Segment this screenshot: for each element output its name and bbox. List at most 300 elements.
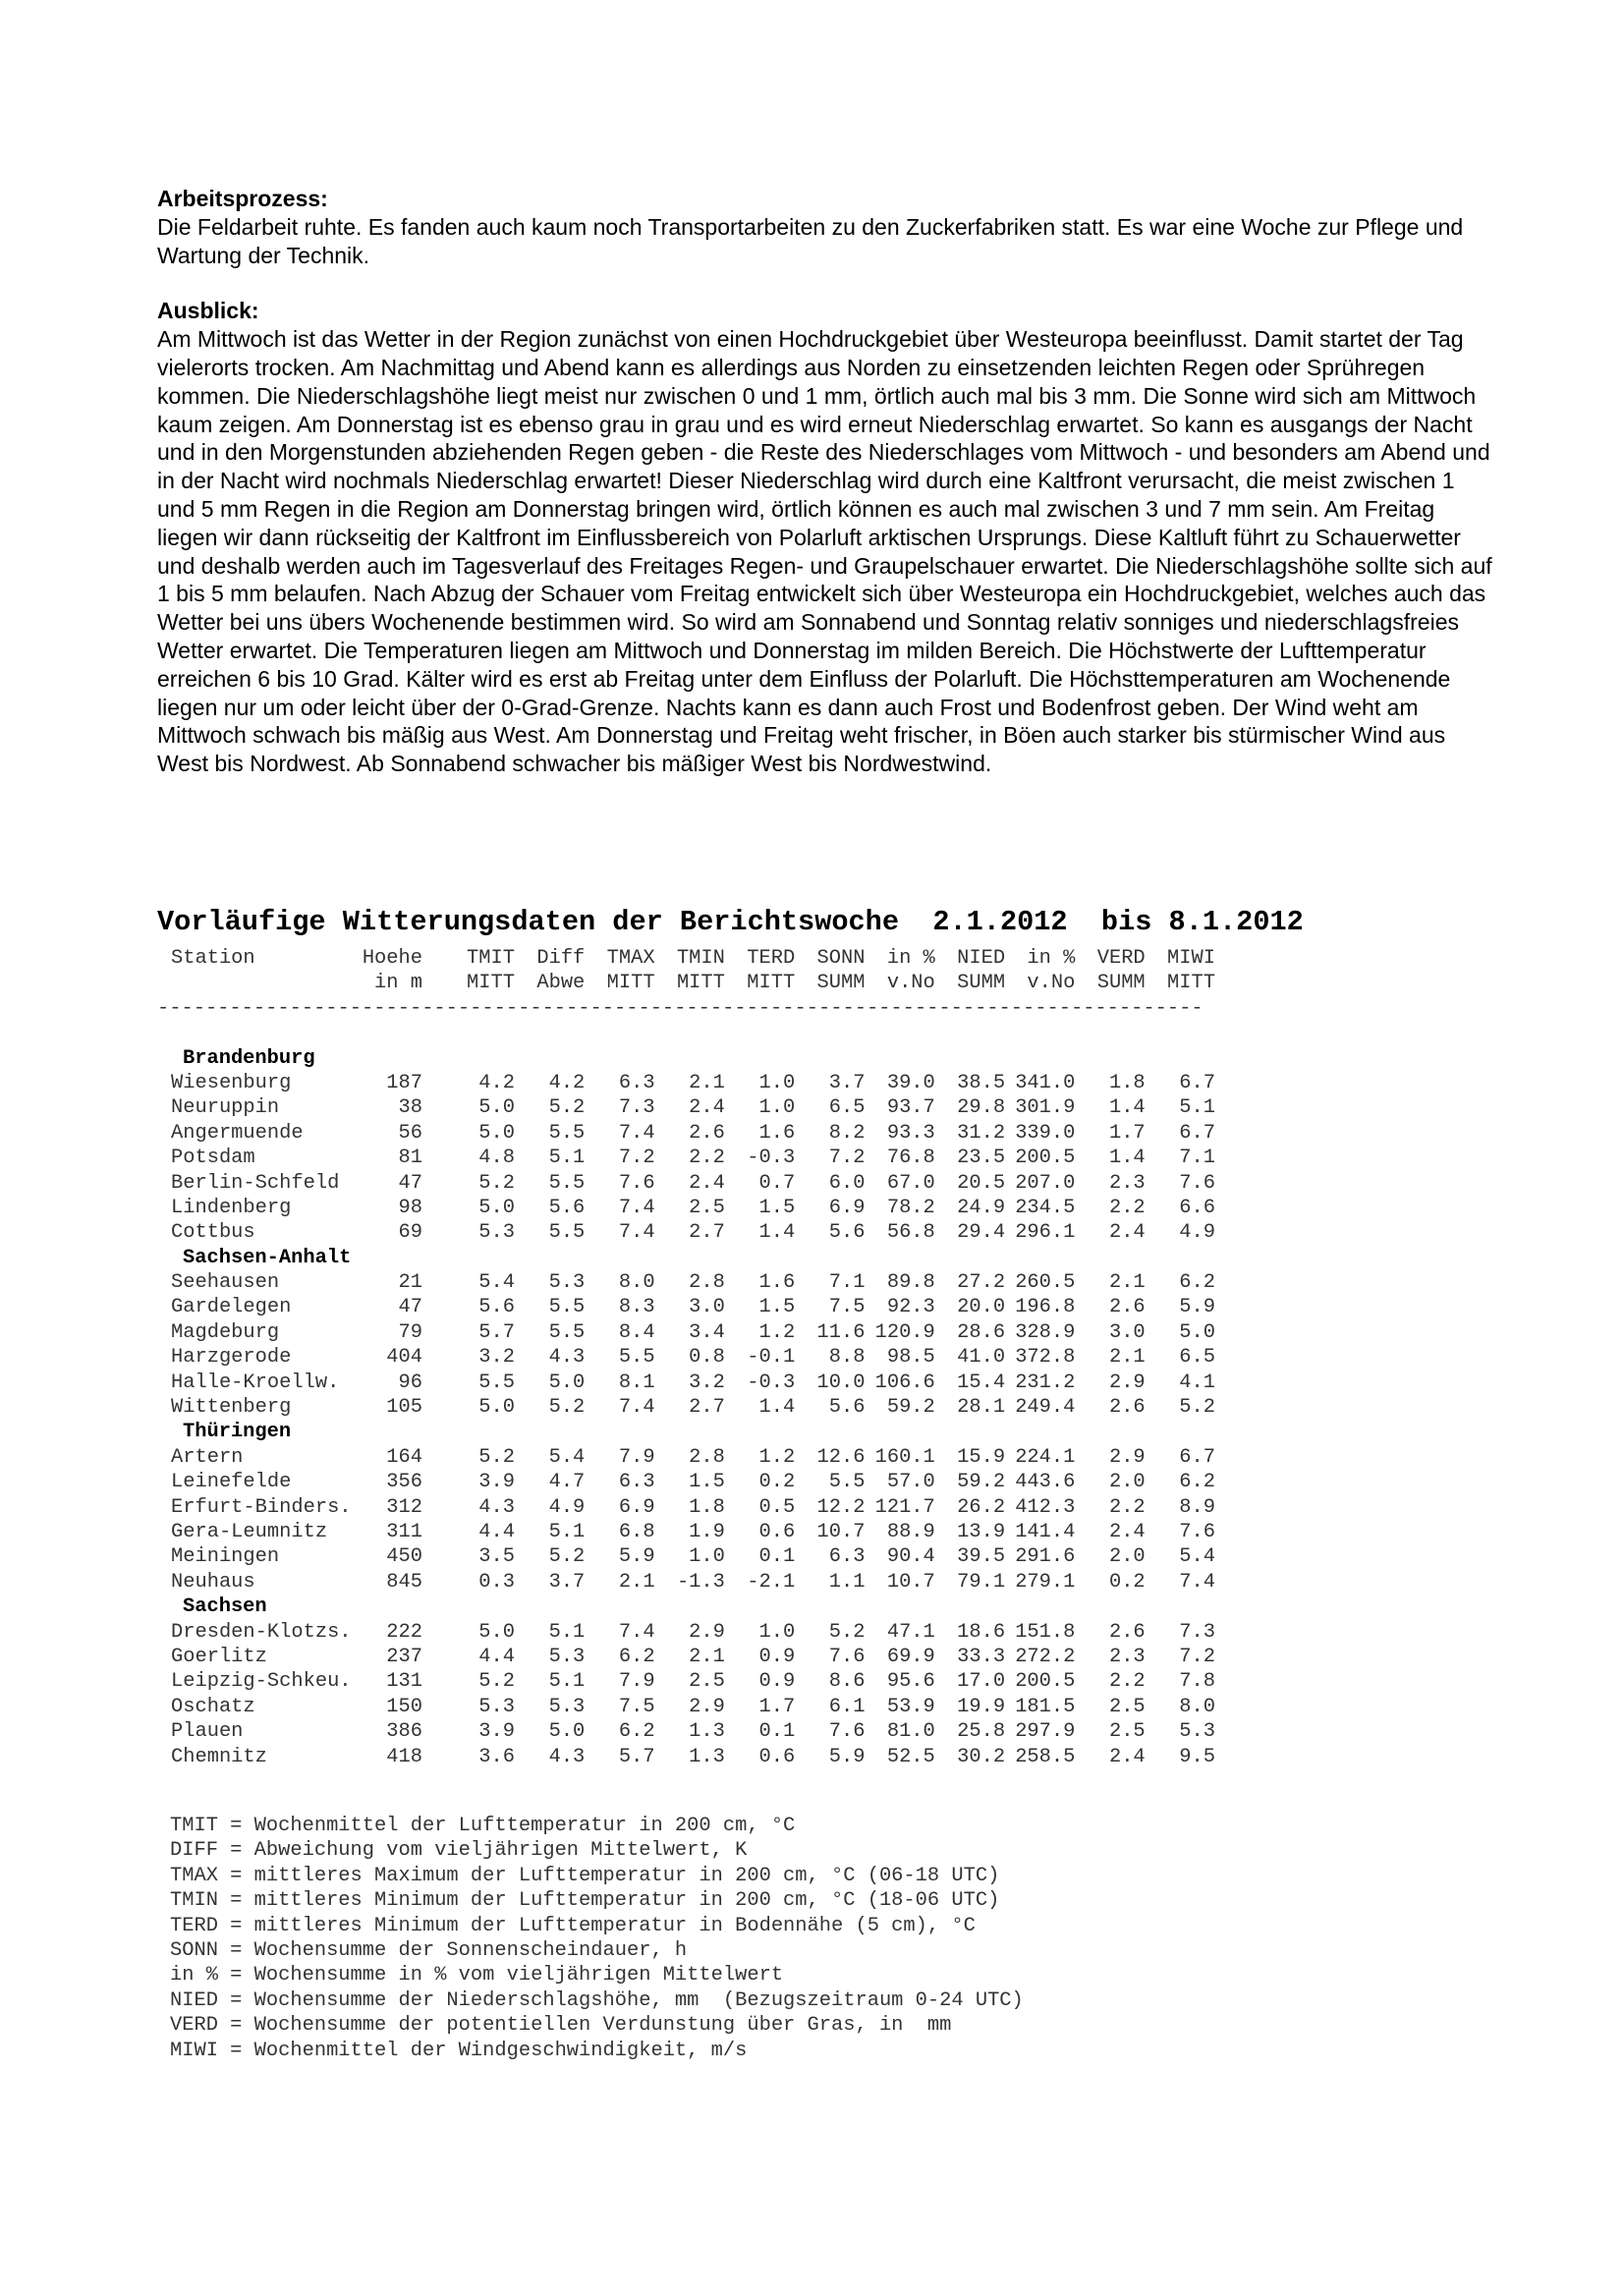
- table-cell: 7.6: [618, 1171, 655, 1195]
- table-cell: 5.1: [548, 1620, 586, 1644]
- table-row: [157, 1570, 1215, 1595]
- table-cell: 5.1: [1179, 1096, 1215, 1120]
- table-cell: 98.5: [886, 1346, 935, 1370]
- table-cell: 5.9: [618, 1545, 655, 1569]
- table-row: [157, 1371, 1215, 1395]
- table-cell: 19.9: [957, 1695, 1006, 1718]
- table-cell: 341.0: [1015, 1071, 1076, 1094]
- table-cell: 160.1: [874, 1445, 935, 1469]
- table-cell: 4.9: [1179, 1221, 1215, 1245]
- table-cell: 5.2: [478, 1171, 515, 1195]
- table-cell: 207.0: [1015, 1171, 1076, 1195]
- table-cell: 56.8: [886, 1221, 935, 1245]
- table-cell: 9.5: [1179, 1745, 1215, 1768]
- ausblick-section: [157, 297, 1493, 778]
- table-cell: TMAX: [606, 947, 655, 970]
- table-cell: 0.1: [758, 1545, 796, 1569]
- table-cell: 39.5: [957, 1545, 1006, 1569]
- table-cell: 2.4: [1108, 1745, 1146, 1768]
- table-cell: -0.1: [747, 1346, 796, 1370]
- table-cell: 450: [386, 1545, 422, 1569]
- table-cell: 5.4: [548, 1445, 586, 1469]
- table-cell: -0.3: [747, 1371, 796, 1394]
- table-cell: Seehausen: [171, 1271, 280, 1295]
- table-cell: 0.2: [758, 1471, 796, 1494]
- table-header-row: [157, 946, 1215, 971]
- table-cell: 5.2: [1179, 1396, 1215, 1420]
- table-cell: 3.7: [548, 1570, 586, 1594]
- table-cell: 2.5: [689, 1196, 725, 1219]
- table-cell: 1.9: [689, 1520, 725, 1543]
- table-cell: 237: [386, 1645, 422, 1668]
- table-cell: 67.0: [886, 1171, 935, 1195]
- table-row: [157, 1071, 1215, 1095]
- table-cell: 1.0: [758, 1096, 796, 1120]
- table-cell: 6.9: [618, 1495, 655, 1519]
- table-cell: 38: [398, 1096, 422, 1120]
- table-cell: Harzgerode: [171, 1346, 292, 1370]
- table-group-heading: Sachsen-Anhalt: [183, 1246, 352, 1269]
- table-cell: 11.6: [816, 1320, 866, 1344]
- table-cell: 1.4: [758, 1221, 796, 1245]
- table-cell: 8.0: [1179, 1695, 1215, 1718]
- table-cell: 69: [398, 1221, 422, 1245]
- table-cell: 2.4: [689, 1096, 725, 1120]
- table-cell: 3.4: [689, 1320, 725, 1344]
- table-cell: 0.5: [758, 1495, 796, 1519]
- table-cell: 57.0: [886, 1471, 935, 1494]
- table-cell: Meiningen: [171, 1545, 280, 1569]
- table-row: [157, 1295, 1215, 1319]
- table-cell: 6.5: [1179, 1346, 1215, 1370]
- table-cell: Chemnitz: [171, 1745, 267, 1768]
- table-cell: 1.0: [758, 1071, 796, 1094]
- table-cell: Abwe: [536, 972, 586, 995]
- table-cell: 6.7: [1179, 1445, 1215, 1469]
- table-cell: 7.1: [1179, 1147, 1215, 1170]
- table-cell: Diff: [536, 947, 586, 970]
- table-cell: 59.2: [957, 1471, 1006, 1494]
- table-cell: 5.4: [1179, 1545, 1215, 1569]
- table-cell: 8.3: [618, 1296, 655, 1319]
- table-cell: 2.1: [1108, 1271, 1146, 1295]
- table-cell: 141.4: [1015, 1520, 1076, 1543]
- table-cell: 260.5: [1015, 1271, 1076, 1295]
- table-cell: 2.7: [689, 1396, 725, 1420]
- table-cell: 15.4: [957, 1371, 1006, 1394]
- table-cell: 21: [398, 1271, 422, 1295]
- table-cell: 17.0: [957, 1670, 1006, 1694]
- table-cell: 41.0: [957, 1346, 1006, 1370]
- table-cell: 2.1: [1108, 1346, 1146, 1370]
- table-cell: 1.0: [758, 1620, 796, 1644]
- table-cell: 79.1: [957, 1570, 1006, 1594]
- table-cell: Cottbus: [171, 1221, 255, 1245]
- table-cell: 5.9: [828, 1745, 866, 1768]
- table-cell: SUMM: [1096, 972, 1146, 995]
- table-cell: 90.4: [886, 1545, 935, 1569]
- table-row: [157, 1695, 1215, 1719]
- table-cell: 18.6: [957, 1620, 1006, 1644]
- table-cell: 0.3: [478, 1570, 515, 1594]
- table-cell: 25.8: [957, 1720, 1006, 1744]
- table-cell: Plauen: [171, 1720, 244, 1744]
- table-cell: 1.4: [1108, 1096, 1146, 1120]
- table-cell: 92.3: [886, 1296, 935, 1319]
- table-cell: -0.3: [747, 1147, 796, 1170]
- table-cell: 6.2: [1179, 1471, 1215, 1494]
- table-cell: 28.1: [957, 1396, 1006, 1420]
- table-cell: 2.6: [1108, 1620, 1146, 1644]
- table-cell: 3.0: [1108, 1320, 1146, 1344]
- table-cell: 1.6: [758, 1121, 796, 1145]
- table-cell: 5.7: [618, 1745, 655, 1768]
- table-cell: 5.5: [548, 1320, 586, 1344]
- table-cell: 5.4: [478, 1271, 515, 1295]
- table-cell: 4.7: [548, 1471, 586, 1494]
- table-cell: v.No: [886, 972, 935, 995]
- table-cell: 0.6: [758, 1520, 796, 1543]
- table-cell: 4.3: [478, 1495, 515, 1519]
- table-row: [157, 1669, 1215, 1694]
- table-cell: 3.2: [478, 1346, 515, 1370]
- table-cell: 231.2: [1015, 1371, 1076, 1394]
- table-cell: 5.5: [618, 1346, 655, 1370]
- table-cell: 2.0: [1108, 1471, 1146, 1494]
- table-cell: 59.2: [886, 1396, 935, 1420]
- legend: [170, 1814, 1024, 2063]
- table-cell: Oschatz: [171, 1695, 255, 1718]
- table-cell: 23.5: [957, 1147, 1006, 1170]
- table-cell: 164: [386, 1445, 422, 1469]
- table-cell: 20.5: [957, 1171, 1006, 1195]
- table-cell: MITT: [1167, 972, 1215, 995]
- table-cell: 26.2: [957, 1495, 1006, 1519]
- table-cell: Leinefelde: [171, 1471, 292, 1494]
- table-cell: 5.5: [548, 1171, 586, 1195]
- table-row: [157, 1345, 1215, 1370]
- table-cell: 7.2: [618, 1147, 655, 1170]
- table-cell: 328.9: [1015, 1320, 1076, 1344]
- table-cell: 2.2: [1108, 1670, 1146, 1694]
- table-cell: 2.4: [689, 1171, 725, 1195]
- table-cell: 105: [386, 1396, 422, 1420]
- table-cell: 443.6: [1015, 1471, 1076, 1494]
- table-cell: 1.4: [758, 1396, 796, 1420]
- table-cell: 56: [398, 1121, 422, 1145]
- table-cell: 5.5: [548, 1121, 586, 1145]
- table-cell: 4.3: [548, 1745, 586, 1768]
- table-cell: 5.6: [828, 1396, 866, 1420]
- table-cell: 7.6: [828, 1720, 866, 1744]
- table-cell: 28.6: [957, 1320, 1006, 1344]
- table-cell: Goerlitz: [171, 1645, 267, 1668]
- table-cell: 4.9: [548, 1495, 586, 1519]
- table-cell: 386: [386, 1720, 422, 1744]
- table-cell: Gera-Leumnitz: [171, 1520, 328, 1543]
- table-cell: 5.7: [478, 1320, 515, 1344]
- table-cell: 6.0: [828, 1171, 866, 1195]
- table-cell: 272.2: [1015, 1645, 1076, 1668]
- table-cell: 47: [398, 1296, 422, 1319]
- table-cell: Gardelegen: [171, 1296, 292, 1319]
- table-cell: 1.7: [758, 1695, 796, 1718]
- table-cell: 7.8: [1179, 1670, 1215, 1694]
- legend-line: TERD = mittleres Minimum der Lufttemperatur in Bodennähe (5 cm), °C: [170, 1914, 976, 1937]
- legend-line: TMIN = mittleres Minimum der Lufttemperatur in 200 cm, °C (18-06 UTC): [170, 1889, 1000, 1913]
- table-cell: 5.3: [548, 1695, 586, 1718]
- table-cell: Hoehe: [362, 947, 422, 970]
- table-cell: 151.8: [1015, 1620, 1076, 1644]
- table-cell: 2.9: [689, 1620, 725, 1644]
- table-row: [157, 1495, 1215, 1520]
- table-cell: 5.3: [1179, 1720, 1215, 1744]
- table-cell: in m: [374, 972, 422, 995]
- table-cell: 6.2: [618, 1720, 655, 1744]
- table-cell: 10.7: [886, 1570, 935, 1594]
- table-cell: 249.4: [1015, 1396, 1076, 1420]
- table-cell: 69.9: [886, 1645, 935, 1668]
- table-cell: 8.9: [1179, 1495, 1215, 1519]
- table-cell: 3.7: [828, 1071, 866, 1094]
- table-cell: 1.2: [758, 1320, 796, 1344]
- table-cell: 150: [386, 1695, 422, 1718]
- table-cell: 5.0: [478, 1121, 515, 1145]
- table-cell: 5.2: [828, 1620, 866, 1644]
- table-cell: 81: [398, 1147, 422, 1170]
- table-cell: 93.7: [886, 1096, 935, 1120]
- table-cell: Erfurt-Binders.: [171, 1495, 352, 1519]
- table-cell: 6.5: [828, 1096, 866, 1120]
- table-cell: 356: [386, 1471, 422, 1494]
- table-spacer: [157, 1021, 1215, 1045]
- table-cell: 79: [398, 1320, 422, 1344]
- table-cell: 1.7: [1108, 1121, 1146, 1145]
- table-cell: Magdeburg: [171, 1320, 280, 1344]
- table-cell: 5.2: [548, 1545, 586, 1569]
- table-separator: ---------------------------------------------------------------------------------------: [157, 996, 1204, 1020]
- table-cell: 121.7: [874, 1495, 935, 1519]
- table-cell: Leipzig-Schkeu.: [171, 1670, 352, 1694]
- table-cell: TMIT: [467, 947, 515, 970]
- table-cell: 2.3: [1108, 1645, 1146, 1668]
- table-cell: 5.5: [478, 1371, 515, 1394]
- table-cell: 20.0: [957, 1296, 1006, 1319]
- table-cell: 6.2: [1179, 1271, 1215, 1295]
- table-cell: 8.8: [828, 1346, 866, 1370]
- table-cell: 3.9: [478, 1720, 515, 1744]
- table-cell: 76.8: [886, 1147, 935, 1170]
- table-cell: 7.3: [618, 1096, 655, 1120]
- table-cell: 4.1: [1179, 1371, 1215, 1394]
- table-cell: 7.4: [618, 1620, 655, 1644]
- table-cell: 120.9: [874, 1320, 935, 1344]
- table-cell: 7.2: [828, 1147, 866, 1170]
- table-cell: v.No: [1027, 972, 1076, 995]
- table-cell: 2.7: [689, 1221, 725, 1245]
- table-cell: Wiesenburg: [171, 1071, 292, 1094]
- table-cell: 6.3: [618, 1071, 655, 1094]
- table-row: [157, 1520, 1215, 1544]
- table-cell: 6.9: [828, 1196, 866, 1219]
- table-cell: 1.6: [758, 1271, 796, 1295]
- table-cell: 258.5: [1015, 1745, 1076, 1768]
- table-cell: 1.4: [1108, 1147, 1146, 1170]
- table-cell: 5.1: [548, 1520, 586, 1543]
- table-cell: Lindenberg: [171, 1196, 292, 1219]
- table-cell: 339.0: [1015, 1121, 1076, 1145]
- table-cell: MITT: [747, 972, 796, 995]
- ausblick-text: Am Mittwoch ist das Wetter in der Region zunächst von einen Hochdruckgebiet über Westeuropa beeinflusst. Damit startet der Tag vielerorts trocken. Am Nachmittag und Abend kann es allerdings aus Norden zu einsetzenden leichten Regen oder Sprühregen kommen. Die Niederschlagshöhe liegt meist nur zwischen 0 und 1 mm, örtlich auch mal bis 3 mm. Die Sonne wird sich am Mittwoch kaum zeigen. Am Donnerstag ist es ebenso grau in grau und es wird erneut Niederschlag erwartet. So kann es ausgangs der Nacht und in den Morgenstunden abziehenden Regen geben - die Reste des Niederschlages vom Mittwoch - und besonders am Abend und in der Nacht wird nochmals Niederschlag erwartet! Dieser Niederschlag wird durch eine Kaltfront verursacht, die meist zwischen 1 und 5 mm Regen in die Region am Donnerstag bringen wird, örtlich können es auch mal zwischen 3 und 7 mm sein. Am Freitag liegen wir dann rückseitig der Kaltfront im Einflussbereich von Polarluft arktischen Ursprungs. Diese Kaltluft führt zu Schauerwetter und deshalb werden auch im Tagesverlauf des Freitages Regen- und Graupelschauer erwartet. Die Niederschlagshöhe sollte sich auf 1 bis 5 mm belaufen. Nach Abzug der Schauer vom Freitag entwickelt sich über Westeuropa ein Hochdruckgebiet, welches auch das Wetter bei uns übers Wochenende bestimmen wird. So wird am Sonnabend und Sonntag relativ sonniges und niederschlagsfreies Wetter erwartet. Die Temperaturen liegen am Mittwoch und Donnerstag im milden Bereich. Die Höchstwerte der Lufttemperatur erreichen 6 bis 10 Grad. Kälter wird es erst ab Freitag unter dem Einfluss der Polarluft. Die Höchsttemperaturen am Wochenende liegen nur um oder leicht über der 0-Grad-Grenze. Nachts kann es dann auch Frost und Bodenfrost geben. Der Wind weht am Mittwoch schwach bis mäßig aus West. Am Donnerstag und Freitag weht frischer, in Böen auch starker bis stürmischer Wind aus West bis Nordwest. Ab Sonnabend schwacher bis mäßiger West bis Nordwestwind.: [157, 326, 1492, 777]
- table-cell: 5.3: [548, 1645, 586, 1668]
- table-cell: 2.0: [1108, 1545, 1146, 1569]
- table-cell: 418: [386, 1745, 422, 1768]
- table-cell: Dresden-Klotzs.: [171, 1620, 352, 1644]
- table-cell: 2.5: [689, 1670, 725, 1694]
- legend-line: TMAX = mittleres Maximum der Lufttemperatur in 200 cm, °C (06-18 UTC): [170, 1864, 1000, 1887]
- table-cell: 4.3: [548, 1346, 586, 1370]
- table-cell: 8.4: [618, 1320, 655, 1344]
- table-cell: MITT: [676, 972, 725, 995]
- table-cell: 1.3: [689, 1720, 725, 1744]
- table-cell: MIWI: [1167, 947, 1215, 970]
- arbeitsprozess-text: Die Feldarbeit ruhte. Es fanden auch kaum noch Transportarbeiten zu den Zuckerfabriken statt. Es war eine Woche zur Pflege und Wartung der Technik.: [157, 213, 1464, 268]
- table-cell: 1.2: [758, 1445, 796, 1469]
- table-cell: 31.2: [957, 1121, 1006, 1145]
- table-cell: 29.4: [957, 1221, 1006, 1245]
- table-row: [157, 1645, 1215, 1669]
- table-group-heading: Thüringen: [183, 1421, 292, 1444]
- table-cell: 6.8: [618, 1520, 655, 1543]
- table-cell: 5.0: [548, 1720, 586, 1744]
- table-cell: 2.4: [1108, 1221, 1146, 1245]
- table-group-heading: Sachsen: [183, 1596, 267, 1619]
- table-cell: 93.3: [886, 1121, 935, 1145]
- table-cell: 8.1: [618, 1371, 655, 1394]
- table-cell: 96: [398, 1371, 422, 1394]
- table-cell: Neuhaus: [171, 1570, 255, 1594]
- table-cell: 5.6: [828, 1221, 866, 1245]
- legend-line: VERD = Wochensumme der potentiellen Verdunstung über Gras, in mm: [170, 2014, 952, 2038]
- table-cell: 0.1: [758, 1720, 796, 1744]
- table-row: [157, 1620, 1215, 1645]
- table-cell: 291.6: [1015, 1545, 1076, 1569]
- table-cell: 53.9: [886, 1695, 935, 1718]
- table-cell: 95.6: [886, 1670, 935, 1694]
- table-cell: 12.2: [816, 1495, 866, 1519]
- table-cell: 12.6: [816, 1445, 866, 1469]
- table-cell: Angermuende: [171, 1121, 304, 1145]
- table-cell: 4.4: [478, 1645, 515, 1668]
- table-cell: 2.9: [689, 1695, 725, 1718]
- table-cell: SONN: [816, 947, 866, 970]
- table-cell: 5.3: [548, 1271, 586, 1295]
- table-cell: 27.2: [957, 1271, 1006, 1295]
- table-cell: 2.6: [1108, 1396, 1146, 1420]
- table-cell: 0.6: [758, 1745, 796, 1768]
- table-cell: 5.3: [478, 1695, 515, 1718]
- table-cell: 5.6: [478, 1296, 515, 1319]
- table-cell: 5.2: [478, 1670, 515, 1694]
- table-cell: 6.1: [828, 1695, 866, 1718]
- table-cell: Artern: [171, 1445, 244, 1469]
- table-row: [157, 1395, 1215, 1420]
- table-cell: 6.3: [618, 1471, 655, 1494]
- table-cell: -2.1: [747, 1570, 796, 1594]
- table-cell: 200.5: [1015, 1147, 1076, 1170]
- table-cell: 5.2: [548, 1096, 586, 1120]
- table-cell: 5.0: [548, 1371, 586, 1394]
- table-cell: 6.3: [828, 1545, 866, 1569]
- table-cell: 106.6: [874, 1371, 935, 1394]
- table-row: [157, 1196, 1215, 1220]
- table-cell: 8.0: [618, 1271, 655, 1295]
- table-cell: 7.6: [828, 1645, 866, 1668]
- table-cell: 5.0: [478, 1096, 515, 1120]
- table-cell: 38.5: [957, 1071, 1006, 1094]
- table-cell: 10.0: [816, 1371, 866, 1394]
- table-cell: 81.0: [886, 1720, 935, 1744]
- table-row: [157, 1445, 1215, 1470]
- table-cell: 2.1: [689, 1071, 725, 1094]
- table-cell: 7.5: [828, 1296, 866, 1319]
- table-cell: TERD: [747, 947, 796, 970]
- table-cell: SUMM: [957, 972, 1006, 995]
- table-cell: 5.0: [478, 1396, 515, 1420]
- table-cell: 7.4: [618, 1221, 655, 1245]
- table-cell: 4.4: [478, 1520, 515, 1543]
- table-cell: 8.2: [828, 1121, 866, 1145]
- table-cell: 2.6: [689, 1121, 725, 1145]
- table-cell: 3.2: [689, 1371, 725, 1394]
- table-cell: 13.9: [957, 1520, 1006, 1543]
- table-cell: 5.1: [548, 1670, 586, 1694]
- table-cell: 5.2: [548, 1396, 586, 1420]
- table-cell: 88.9: [886, 1520, 935, 1543]
- table-cell: TMIN: [676, 947, 725, 970]
- table-cell: 2.2: [1108, 1196, 1146, 1219]
- table-cell: in %: [886, 947, 935, 970]
- table-cell: 845: [386, 1570, 422, 1594]
- legend-line: TMIT = Wochenmittel der Lufttemperatur in 200 cm, °C: [170, 1815, 796, 1837]
- table-cell: 7.4: [618, 1196, 655, 1219]
- table-cell: 2.8: [689, 1445, 725, 1469]
- table-cell: 2.4: [1108, 1520, 1146, 1543]
- legend-line: NIED = Wochensumme der Niederschlagshöhe, mm (Bezugszeitraum 0-24 UTC): [170, 1988, 1024, 2012]
- table-cell: 181.5: [1015, 1695, 1076, 1718]
- table-cell: 47: [398, 1171, 422, 1195]
- table-cell: 15.9: [957, 1445, 1006, 1469]
- table-cell: 4.2: [478, 1071, 515, 1094]
- table-cell: 4.8: [478, 1147, 515, 1170]
- table-cell: 2.2: [689, 1147, 725, 1170]
- table-cell: 33.3: [957, 1645, 1006, 1668]
- table-cell: 5.9: [1179, 1296, 1215, 1319]
- table-cell: 6.2: [618, 1645, 655, 1668]
- table-cell: 2.9: [1108, 1371, 1146, 1394]
- table-cell: 47.1: [886, 1620, 935, 1644]
- table-cell: 7.6: [1179, 1520, 1215, 1543]
- table-cell: 39.0: [886, 1071, 935, 1094]
- table-row: [157, 1220, 1215, 1245]
- table-cell: 78.2: [886, 1196, 935, 1219]
- table-cell: 1.8: [689, 1495, 725, 1519]
- table-row: [157, 1146, 1215, 1170]
- table-cell: 1.8: [1108, 1071, 1146, 1094]
- table-cell: 0.9: [758, 1670, 796, 1694]
- table-cell: 131: [386, 1670, 422, 1694]
- table-cell: 30.2: [957, 1745, 1006, 1768]
